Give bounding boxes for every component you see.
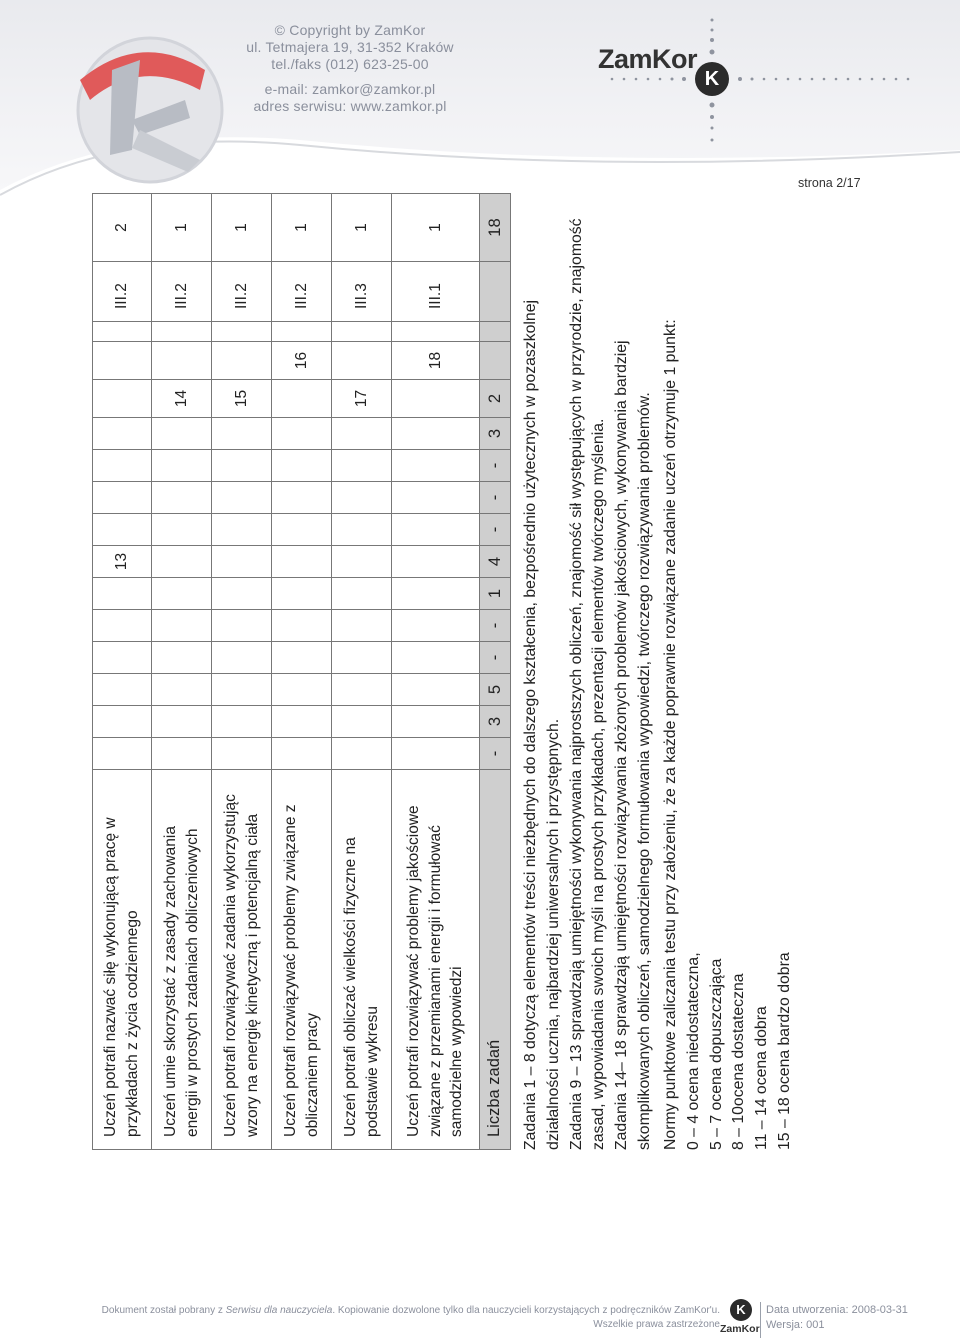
skill-description: Uczeń potrafi rozwiązywać problemy związane z obliczaniem pracy	[272, 770, 332, 1150]
rubric-table	[92, 193, 511, 1150]
task-cell	[272, 546, 332, 578]
task-cell	[392, 738, 480, 770]
task-cell	[392, 610, 480, 642]
task-cell: -	[480, 642, 511, 674]
standard-cell: III.2	[152, 262, 212, 322]
grade-item: 8 – 10ocena dostateczna	[730, 973, 748, 1150]
email-line: e-mail: zamkor@zamkor.pl	[264, 81, 436, 97]
task-cell	[332, 642, 392, 674]
task-cell: 14	[152, 380, 212, 418]
task-cell	[332, 322, 392, 342]
skill-description: Uczeń umie skorzystać z zasady zachowania energii w prostych zadaniach obliczeniowych	[152, 770, 212, 1150]
task-cell	[152, 342, 212, 380]
footer-notice	[90, 1304, 720, 1332]
task-cell	[152, 450, 212, 482]
task-cell	[392, 674, 480, 706]
task-cell	[93, 738, 152, 770]
task-cell	[332, 610, 392, 642]
task-cell: -	[480, 482, 511, 514]
footer-text-part: Dokument został pobrany z	[101, 1305, 226, 1316]
task-cell	[332, 514, 392, 546]
task-cell	[332, 482, 392, 514]
task-cell	[272, 578, 332, 610]
task-cell	[212, 322, 272, 342]
task-cell	[272, 674, 332, 706]
task-cell	[152, 610, 212, 642]
task-cell: -	[480, 450, 511, 482]
task-cell	[272, 642, 332, 674]
task-cell	[93, 418, 152, 450]
task-cell	[272, 706, 332, 738]
skill-description: Uczeń potrafi obliczać wielkości fizyczne na podstawie wykresu	[332, 770, 392, 1150]
task-cell: 3	[480, 706, 511, 738]
notes-block	[520, 215, 657, 1150]
points-cell: 1	[212, 194, 272, 262]
task-cell	[212, 706, 272, 738]
standard-cell: III.3	[332, 262, 392, 322]
table-row	[392, 194, 480, 1150]
task-cell	[272, 418, 332, 450]
task-cell	[93, 450, 152, 482]
task-cell	[93, 610, 152, 642]
table-row	[212, 194, 272, 1150]
footer-rights: Wszelkie prawa zastrzeżone	[593, 1319, 720, 1330]
task-cell	[212, 450, 272, 482]
task-cell	[93, 322, 152, 342]
standard-cell: III.1	[392, 262, 480, 322]
grade-item: 0 – 4 ocena niedostateczna,	[684, 952, 702, 1150]
task-cell: 15	[212, 380, 272, 418]
task-cell	[212, 482, 272, 514]
footer-divider	[760, 1302, 761, 1338]
points-cell: 1	[332, 194, 392, 262]
points-cell: 1	[392, 194, 480, 262]
footer-meta	[766, 1303, 908, 1333]
task-cell	[332, 578, 392, 610]
task-cell	[93, 706, 152, 738]
task-cell	[480, 342, 511, 380]
task-cell	[392, 514, 480, 546]
task-cell	[212, 578, 272, 610]
task-cell	[152, 514, 212, 546]
task-cell	[93, 642, 152, 674]
task-cell	[332, 418, 392, 450]
table-row	[332, 194, 392, 1150]
task-cell	[332, 674, 392, 706]
task-cell	[152, 418, 212, 450]
standard-cell: III.2	[212, 262, 272, 322]
total-label: Liczba zadań	[480, 770, 511, 1150]
table-row	[93, 194, 152, 1150]
task-cell	[332, 450, 392, 482]
standard-cell	[480, 262, 511, 322]
task-cell: 16	[272, 342, 332, 380]
task-cell: 18	[392, 342, 480, 380]
points-cell: 18	[480, 194, 511, 262]
footer-text-part: . Kopiowanie dozwolone tylko dla nauczycieli korzystających z podręczników ZamKor'u.	[332, 1305, 720, 1316]
task-cell: 4	[480, 546, 511, 578]
task-cell	[152, 738, 212, 770]
task-cell	[212, 514, 272, 546]
skill-description: Uczeń potrafi rozwiązywać zadania wykorzystując wzory na energię kinetyczną i potencjalną ciała	[212, 770, 272, 1150]
creation-date: Data utworzenia: 2008-03-31	[766, 1304, 908, 1316]
table-row	[152, 194, 212, 1150]
task-cell: -	[480, 514, 511, 546]
grading-intro: Normy punktowe zaliczania testu przy założeniu, że za każde poprawnie rozwiązane zadanie uczeń otrzymuje 1 punkt:	[662, 319, 679, 1150]
grade-item: 11 – 14 ocena dobra	[753, 1006, 771, 1150]
skill-description: Uczeń potrafi rozwiązywać problemy jakościowe związane z przemianami energii i formułować samodzielne wypowiedzi	[392, 770, 480, 1150]
task-cell: -	[480, 610, 511, 642]
task-cell	[212, 674, 272, 706]
page-number: strona 2/17	[798, 176, 861, 190]
task-cell	[152, 706, 212, 738]
task-cell	[272, 610, 332, 642]
task-cell	[152, 322, 212, 342]
table-row	[272, 194, 332, 1150]
task-cell	[392, 482, 480, 514]
task-cell: -	[480, 738, 511, 770]
task-cell: 1	[480, 578, 511, 610]
version-label: Wersja: 001	[766, 1319, 825, 1331]
rotated-content	[92, 210, 793, 1150]
task-cell	[392, 450, 480, 482]
task-cell	[392, 418, 480, 450]
address-line: ul. Tetmajera 19, 31-352 Kraków	[246, 39, 454, 55]
task-cell	[212, 738, 272, 770]
task-cell	[272, 482, 332, 514]
copyright-line: © Copyright by ZamKor	[274, 22, 426, 38]
note-paragraph: Zadania 9 – 13 sprawdzają umiejętności wykonywania najprostszych obliczeń, znajomość sił występujących w przyrodzie, znajomość zasad, wypowiadania swoich myśli na prostych przykładach, prezentacji elementów twórczego myślenia.	[567, 218, 608, 1150]
task-cell	[93, 514, 152, 546]
task-cell	[272, 380, 332, 418]
grade-item: 15 – 18 ocena bardzo dobra	[775, 952, 793, 1150]
note-paragraph: Zadania 1 – 8 dotyczą elementów treści niezbędnych do dalszego kształcenia, bezpośrednio użytecznych w pozaszkolnej działalności ucznia, najbardziej uniwersalnych i przystępnych.	[522, 299, 562, 1150]
points-cell: 2	[93, 194, 152, 262]
points-cell: 1	[272, 194, 332, 262]
task-cell	[152, 482, 212, 514]
task-cell: 3	[480, 418, 511, 450]
task-cell	[212, 418, 272, 450]
task-cell	[152, 674, 212, 706]
standard-cell: III.2	[272, 262, 332, 322]
task-cell	[332, 738, 392, 770]
task-cell	[212, 546, 272, 578]
points-cell: 1	[152, 194, 212, 262]
footer-service-name: Serwisu dla nauczyciela	[225, 1305, 333, 1316]
task-cell	[152, 578, 212, 610]
task-cell	[93, 482, 152, 514]
task-cell	[480, 322, 511, 342]
task-cell	[212, 342, 272, 380]
task-cell	[392, 322, 480, 342]
task-cell	[392, 642, 480, 674]
task-cell	[392, 578, 480, 610]
task-cell	[93, 674, 152, 706]
website-line: adres serwisu: www.zamkor.pl	[253, 98, 447, 114]
task-cell	[93, 578, 152, 610]
brand-k-icon: K	[695, 62, 729, 96]
footer-logo-text: ZamKor	[720, 1323, 760, 1335]
task-cell	[392, 706, 480, 738]
task-cell	[152, 546, 212, 578]
task-cell	[212, 610, 272, 642]
note-paragraph: Zadania 14– 18 sprawdzają umiejętności rozwiązywania złożonych problemów jakościowych, wykonywania bardziej skomplikowanych obliczeń, samodzielnego formułowania wypowiedzi, twórczego rozwiązywania problemów.	[613, 340, 653, 1150]
task-cell	[152, 642, 212, 674]
task-cell: 17	[332, 380, 392, 418]
task-cell	[93, 380, 152, 418]
task-cell	[392, 380, 480, 418]
task-cell	[272, 738, 332, 770]
grade-item: 5 – 7 ocena dopuszczająca	[707, 958, 725, 1150]
task-cell	[332, 706, 392, 738]
task-cell	[272, 450, 332, 482]
brand-logo-text: ZamKor	[598, 44, 698, 74]
total-row	[480, 194, 511, 1150]
task-cell: 13	[93, 546, 152, 578]
task-cell	[212, 642, 272, 674]
skill-description: Uczeń potrafi nazwać siłę wykonującą pracę w przykładach z życia codziennego	[93, 770, 152, 1150]
phone-line: tel./faks (012) 623-25-00	[271, 56, 429, 72]
task-cell	[332, 342, 392, 380]
standard-cell: III.2	[93, 262, 152, 322]
footer-logo-icon: K	[730, 1299, 752, 1321]
task-cell	[93, 342, 152, 380]
task-cell: 5	[480, 674, 511, 706]
task-cell	[272, 322, 332, 342]
task-cell: 2	[480, 380, 511, 418]
task-cell	[272, 514, 332, 546]
task-cell	[392, 546, 480, 578]
grading-block	[660, 215, 797, 1150]
task-cell	[332, 546, 392, 578]
